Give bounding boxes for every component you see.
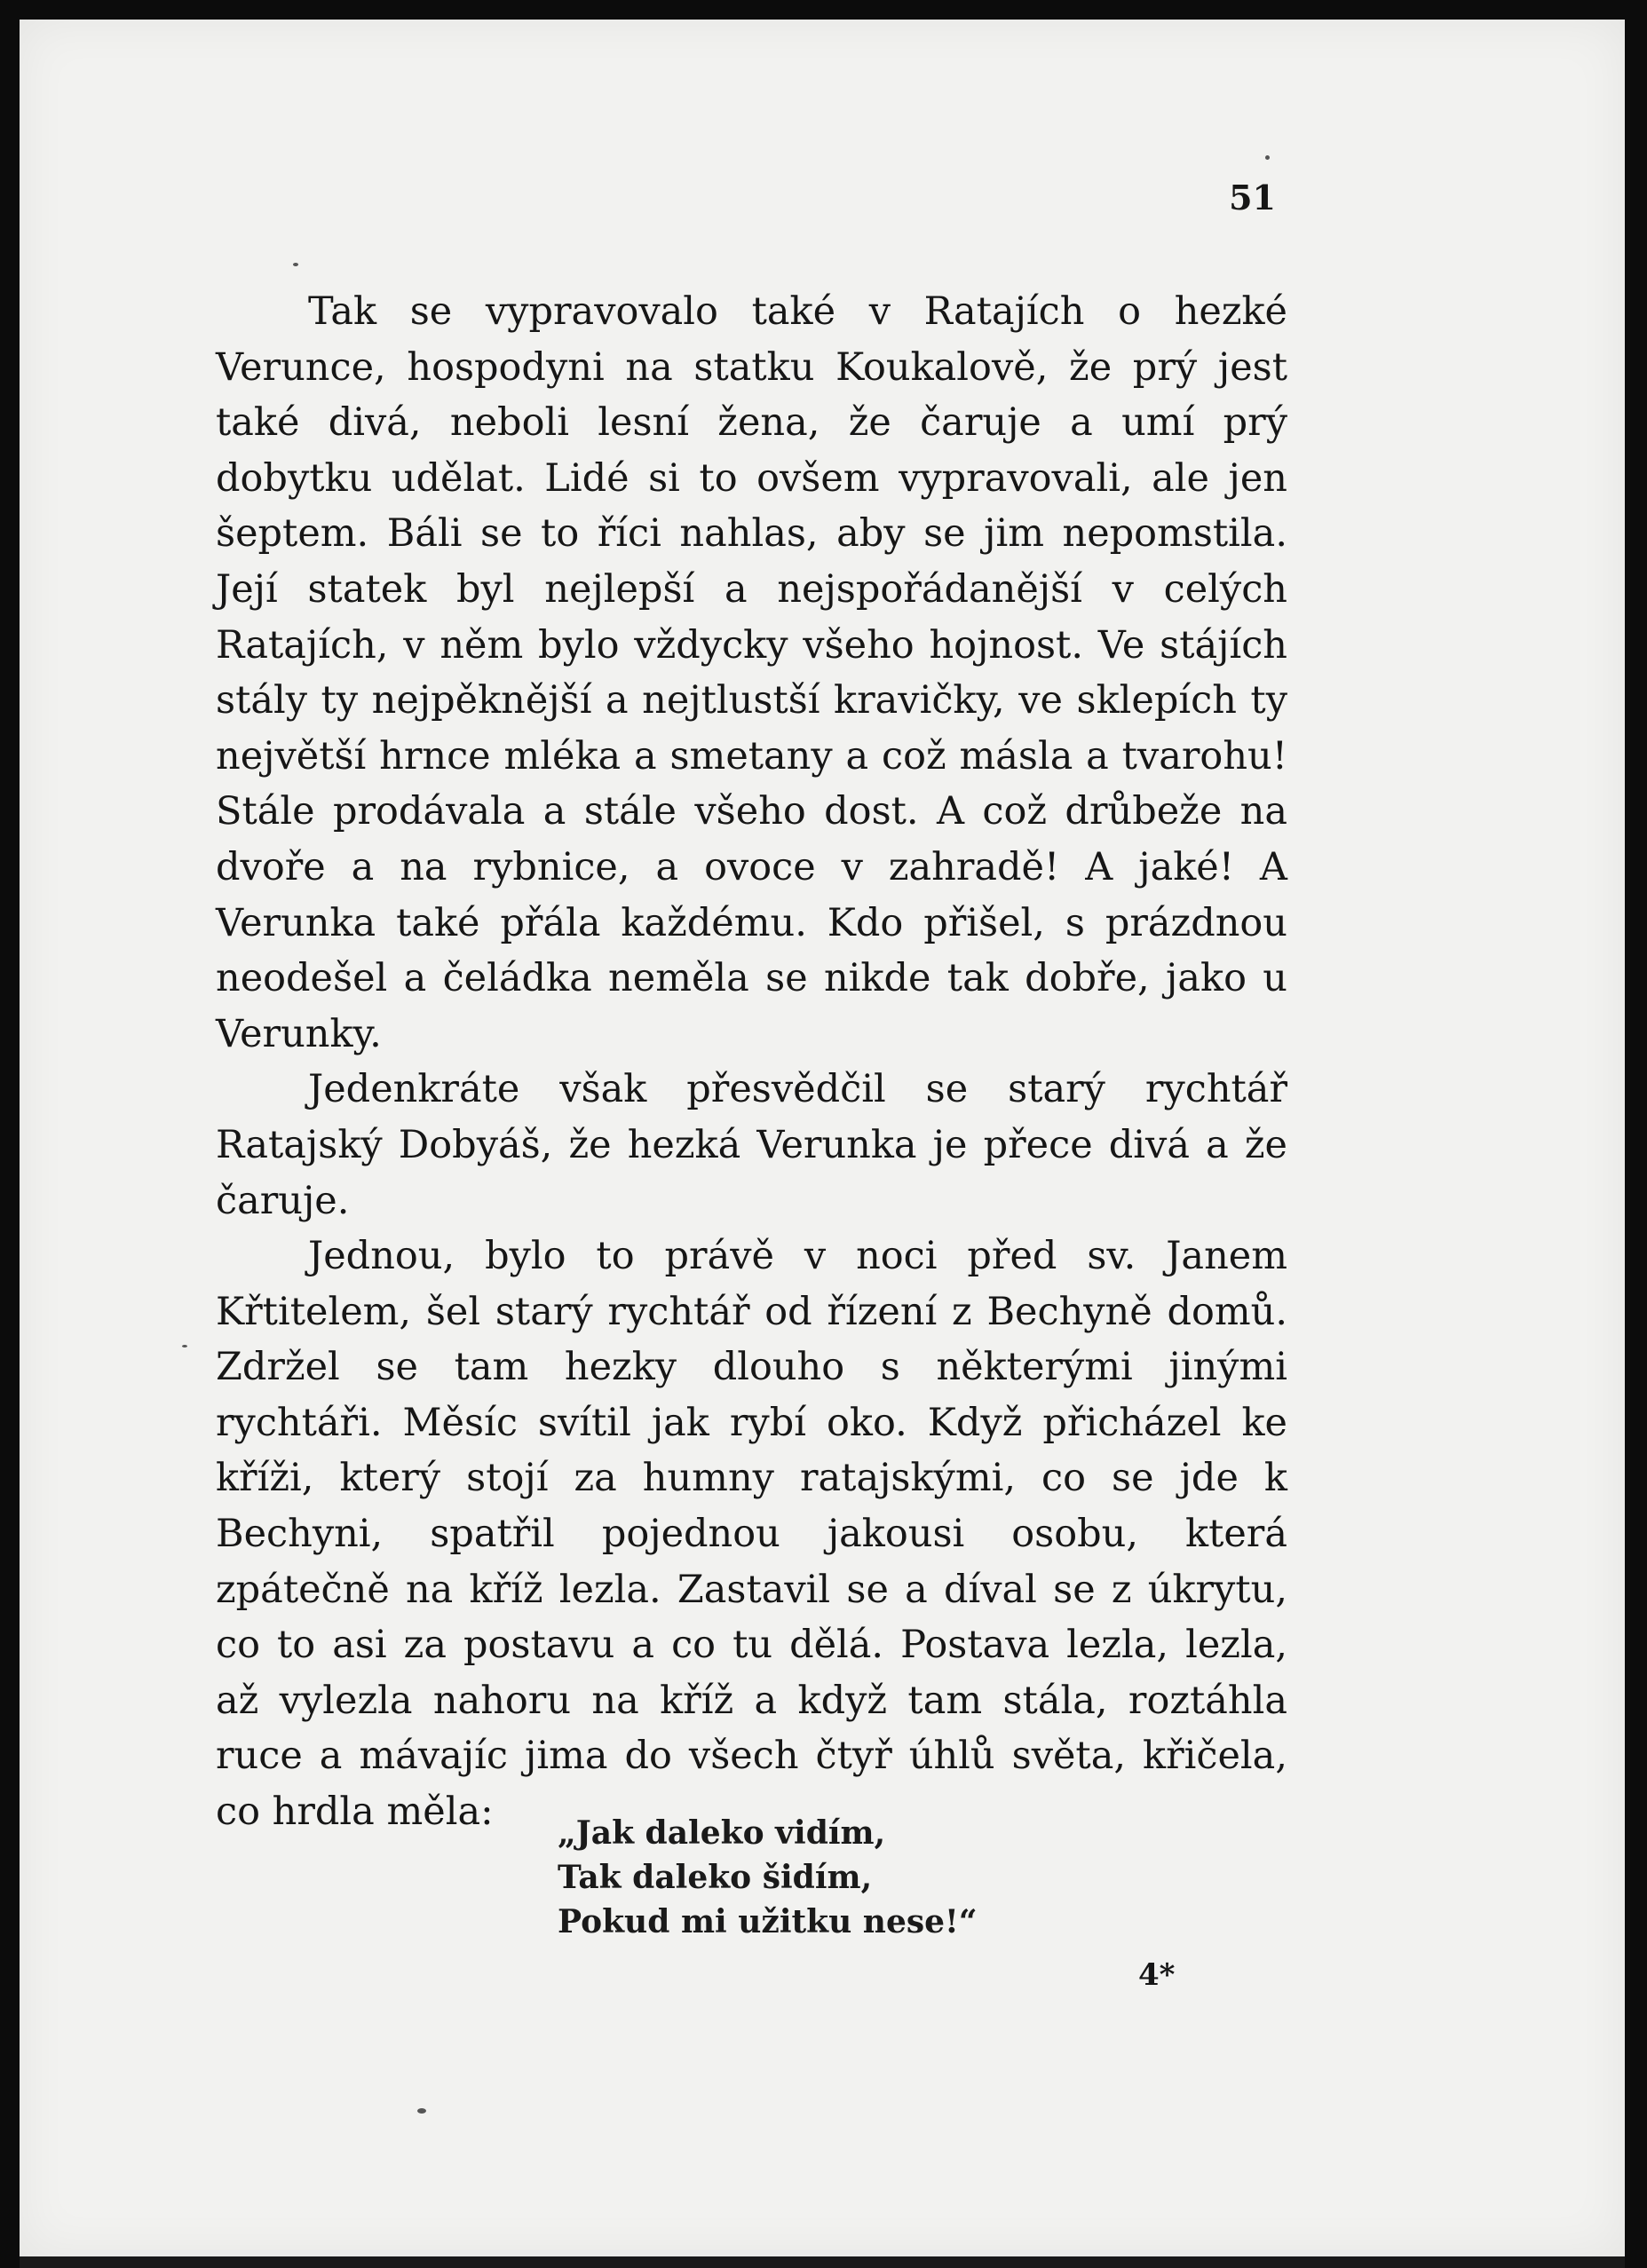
scan-speck <box>182 1345 187 1347</box>
scan-edge-right <box>1625 0 1647 2268</box>
paragraph-1: Tak se vypravovalo také v Ratajích o hezké Verunce, hospodyni na statku Koukalově, že prý jest také divá, neboli lesní žena, že čaruje a umí prý dobytku udělat. Lidé si to ovšem vypravovali, ale jen šeptem. Báli se to říci nahlas, aby se jim nepomstila. Její statek byl nejlepší a nejspořádanější v celých Ratajích, v něm bylo vždycky všeho hojnost. Ve stájích stály ty nejpěknější a nejtlustší kravičky, ve sklepích ty největší hrnce mléka a smetany a což másla a tvarohu! Stále prodávala a stále všeho dost. A což drůbeže na dvoře a na rybnice, a ovoce v zahradě! A jaké! A Verunka také přála každému. Kdo přišel, s prázdnou neodešel a čeládka neměla se nikde tak dobře, jako u Verunky. <box>216 289 1287 1056</box>
scan-edge-left <box>0 0 20 2268</box>
verse-line-1: „Jak daleko vidím, <box>558 1814 886 1852</box>
paragraph-2: Jedenkráte však přesvědčil se starý rychtář Ratajský Dobyáš, že hezká Verunka je přece divá a že čaruje. <box>216 1067 1287 1223</box>
signature-mark: 4* <box>1138 1957 1176 1993</box>
scan-speck <box>1265 155 1270 160</box>
verse-line-2: Tak daleko šidím, <box>558 1859 873 1896</box>
body-text <box>216 284 1287 1840</box>
paragraph-3: Jednou, bylo to právě v noci před sv. Janem Křtitelem, šel starý rychtář od řízení z Bechyně domů. Zdržel se tam hezky dlouho s některými jinými rychtáři. Měsíc svítil jak rybí oko. Když přicházel ke kříži, který stojí za humny ratajskými, co se jde k Bechyni, spatřil pojednou jakousi osobu, která zpátečně na kříž lezla. Zastavil se a díval se z úkrytu, co to asi za postavu a co tu dělá. Postava lezla, lezla, až vylezla nahoru na kříž a když tam stála, roztáhla ruce a mávajíc jima do všech čtyř úhlů světa, křičela, co hrdla měla: <box>216 1234 1287 1835</box>
scan-speck <box>293 263 298 266</box>
page-number: 51 <box>1229 178 1276 217</box>
verse-block <box>558 1811 978 1944</box>
scan-edge-top <box>0 0 1647 20</box>
scan-speck <box>417 2108 426 2114</box>
verse-line-3: Pokud mi užitku nese!“ <box>558 1903 978 1940</box>
